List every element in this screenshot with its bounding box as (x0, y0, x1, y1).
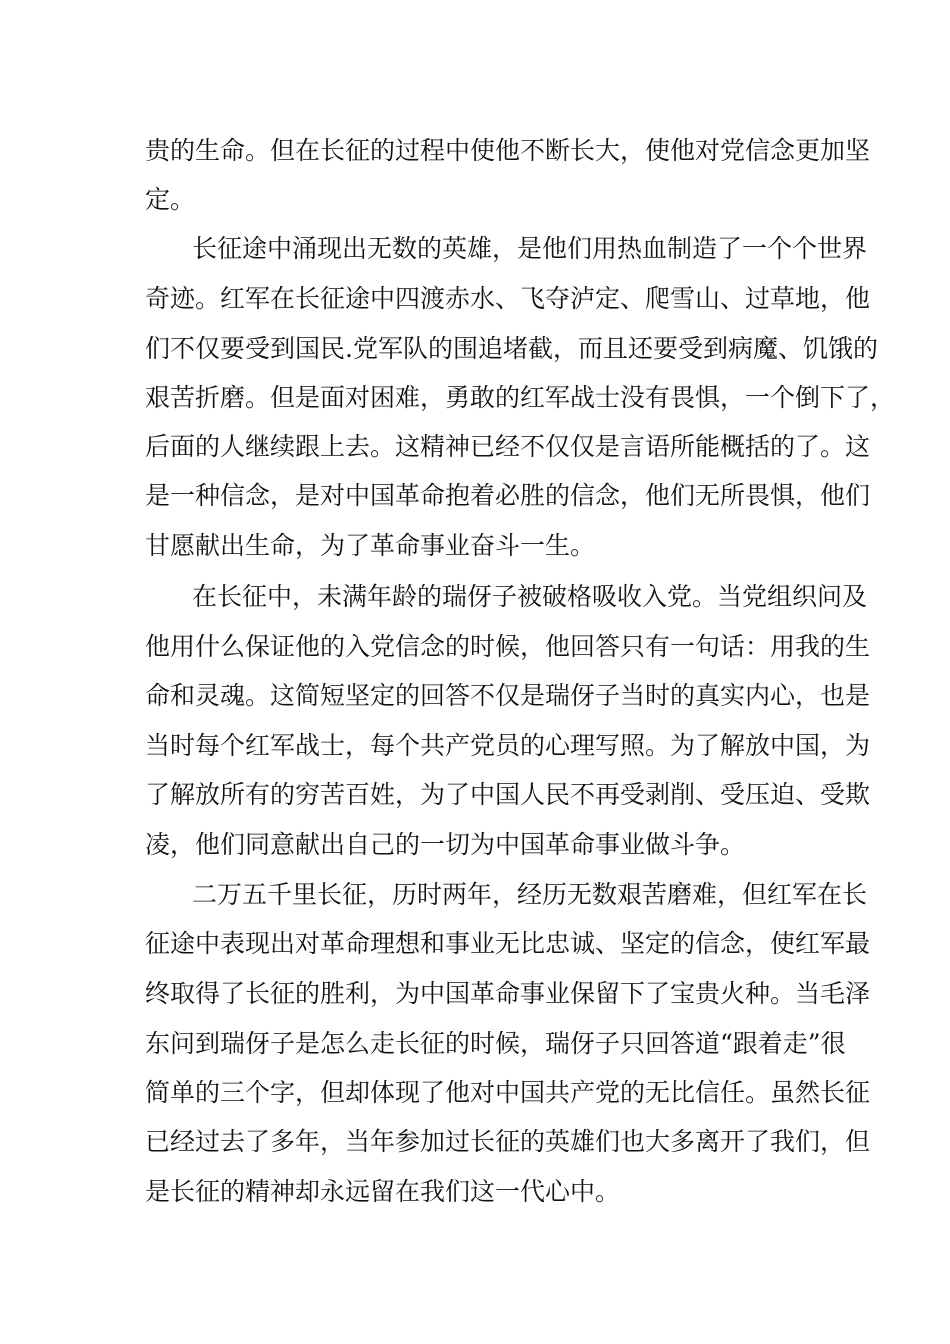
text-line-4: 奇迹。红军在长征途中四渡赤水、飞夺泸定、爬雪山、过草地，他 (145, 284, 871, 313)
paragraph-first-line: 长征途中涌现出无数的英雄，是他们用热血制造了一个个世界 (192, 234, 868, 263)
text-line-6: 艰苦折磨。但是面对困难，勇敢的红军战士没有畏惧，一个倒下了， (145, 383, 896, 412)
text-line-2: 定。 (145, 185, 196, 214)
text-line-5: 们不仅要受到国民.党军队的围追堵截，而且还要受到病魔、饥饿的 (145, 334, 878, 363)
paragraph-first-line: 二万五千里长征，历时两年，经历无数艰苦磨难，但红军在长 (192, 880, 868, 909)
text-line-13: 当时每个红军战士，每个共产党员的心理写照。为了解放中国，为 (145, 731, 871, 760)
text-line-1: 贵的生命。但在长征的过程中使他不断长大，使他对党信念更加坚 (145, 136, 871, 165)
text-line-7: 后面的人继续跟上去。这精神已经不仅仅是言语所能概括的了。这 (145, 432, 871, 461)
text-line-17: 征途中表现出对革命理想和事业无比忠诚、坚定的信念，使红军最 (145, 929, 871, 958)
text-line-8: 是一种信念，是对中国革命抱着必胜的信念，他们无所畏惧，他们 (145, 481, 871, 510)
text-line-18: 终取得了长征的胜利，为中国革命事业保留下了宝贵火种。当毛泽 (145, 979, 871, 1008)
text-line-9: 甘愿献出生命，为了革命事业奋斗一生。 (145, 531, 596, 560)
text-line-22: 是长征的精神却永远留在我们这一代心中。 (145, 1177, 621, 1206)
text-line-11: 他用什么保证他的入党信念的时候，他回答只有一句话：用我的生 (145, 632, 871, 661)
text-line-20: 简单的三个字，但却体现了他对中国共产党的无比信任。虽然长征 (145, 1078, 871, 1107)
text-line-19: 东问到瑞伢子是怎么走长征的时候，瑞伢子只回答道“跟着走”很 (145, 1029, 846, 1058)
text-line-15: 凌，他们同意献出自己的一切为中国革命事业做斗争。 (145, 830, 746, 859)
text-line-21: 已经过去了多年，当年参加过长征的英雄们也大多离开了我们，但 (145, 1127, 871, 1156)
text-line-12: 命和灵魂。这简短坚定的回答不仅是瑞伢子当时的真实内心，也是 (145, 681, 871, 710)
text-line-14: 了解放所有的穷苦百姓，为了中国人民不再受剥削、受压迫、受欺 (145, 780, 871, 809)
paragraph-first-line: 在长征中，未满年龄的瑞伢子被破格吸收入党。当党组织问及 (192, 582, 868, 611)
